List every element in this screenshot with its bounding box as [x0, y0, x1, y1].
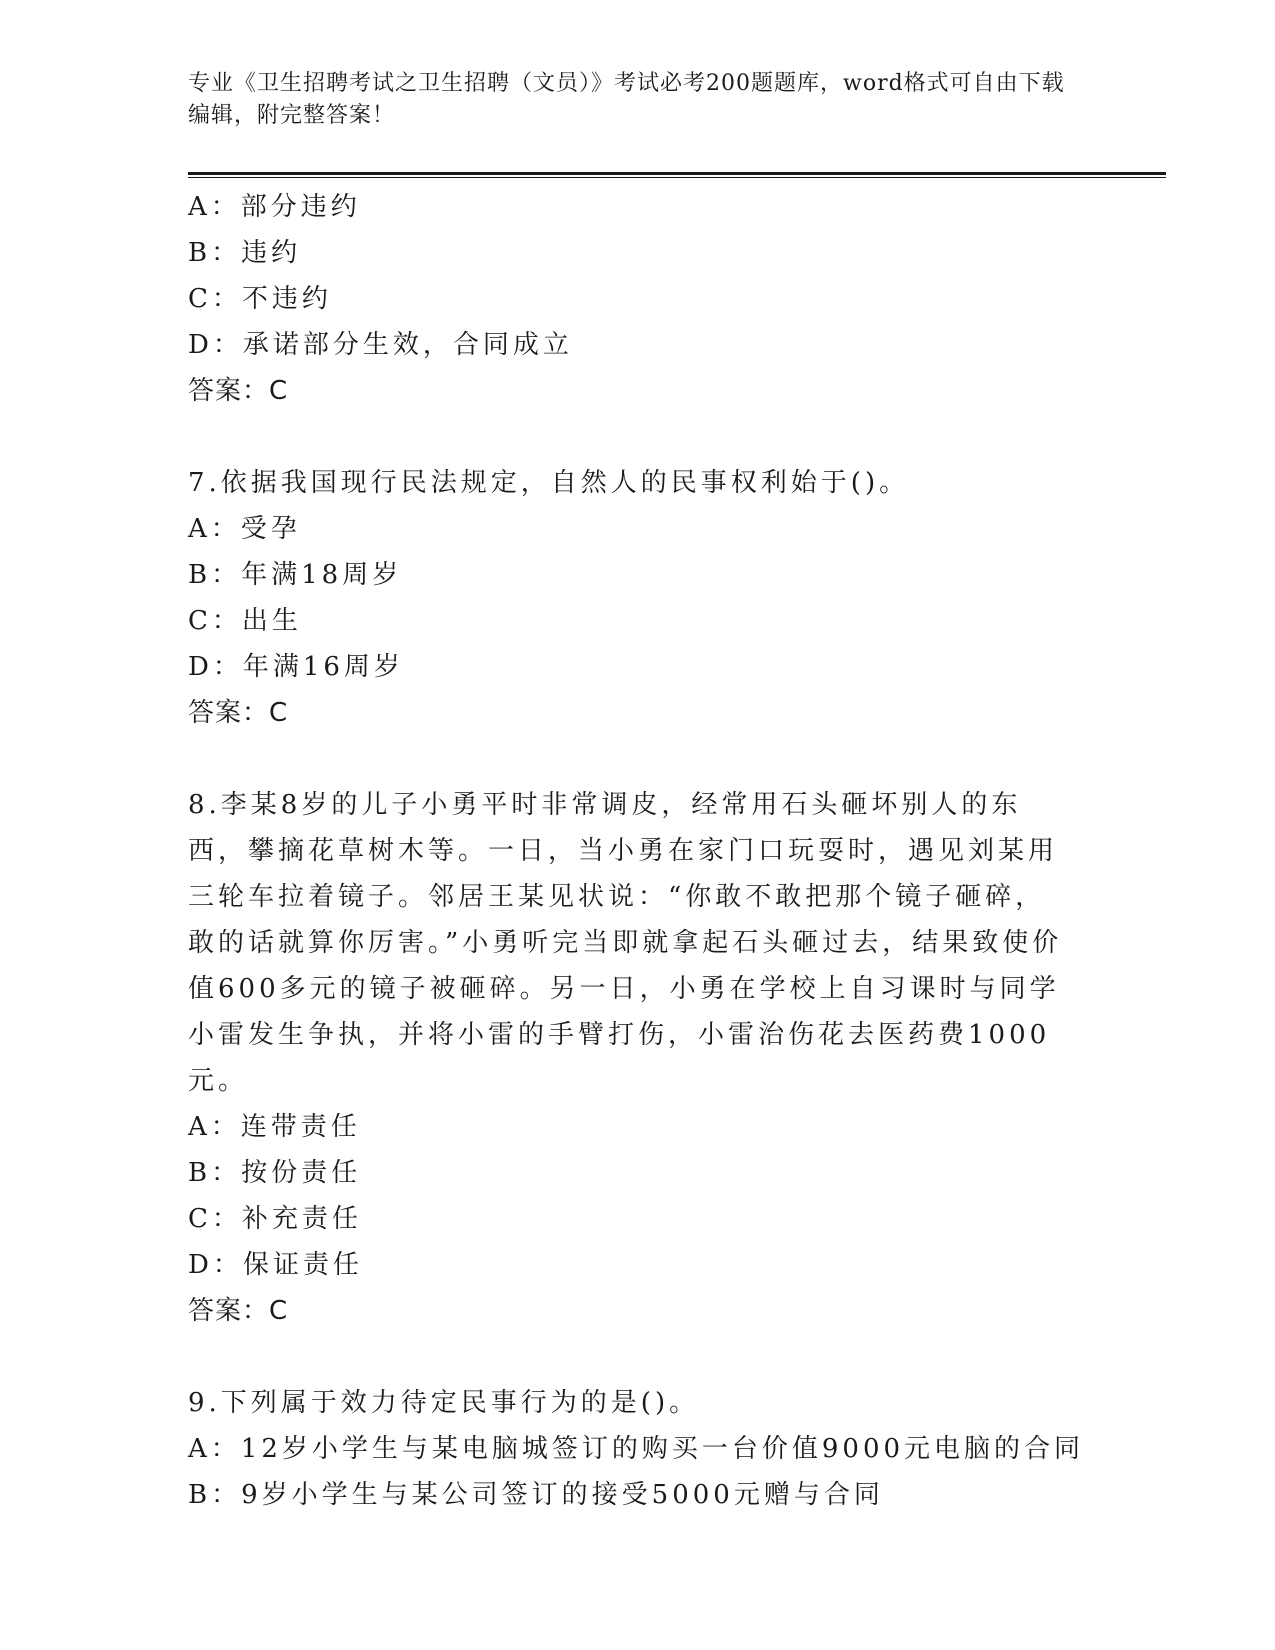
answer: 答案：C [188, 376, 289, 406]
answer: 答案：C [188, 1296, 289, 1326]
question-6-tail [188, 184, 1178, 414]
option-d: D：年满16周岁 [188, 652, 404, 682]
document-header: 专业《卫生招聘考试之卫生招聘（文员）》考试必考200题题库，word格式可自由下载编辑，附完整答案！ [188, 71, 1065, 128]
option-c: C：补充责任 [188, 1204, 362, 1234]
question-stem: 8.李某8岁的儿子小勇平时非常调皮，经常用石头砸坏别人的东西，攀摘花草树木等。一日，当小勇在家门口玩耍时，遇见刘某用三轮车拉着镜子。邻居王某见状说：“你敢不敢把那个镜子砸碎，敢的话就算你厉害。”小勇听完当即就拿起石头砸过去，结果致使价值600多元的镜子被砸碎。另一日，小勇在学校上自习课时与同学小雷发生争执，并将小雷的手臂打伤，小雷治伤花去医药费1000元。 [188, 790, 1063, 1096]
option-a: A：12岁小学生与某电脑城签订的购买一台价值9000元电脑的合同 [188, 1434, 1085, 1464]
question-7 [188, 460, 1178, 736]
option-b: B：按份责任 [188, 1158, 362, 1188]
option-d: D：保证责任 [188, 1250, 363, 1280]
option-c: C：不违约 [188, 284, 332, 314]
option-a: A：部分违约 [188, 192, 361, 222]
question-9 [188, 1380, 1178, 1518]
option-b: B：违约 [188, 238, 302, 268]
question-8 [188, 782, 1178, 1334]
document-page [188, 68, 1178, 1518]
header-rule [188, 172, 1166, 178]
option-a: A：受孕 [188, 514, 301, 544]
answer: 答案：C [188, 698, 289, 728]
question-stem: 7.依据我国现行民法规定，自然人的民事权利始于()。 [188, 468, 910, 498]
option-d: D：承诺部分生效，合同成立 [188, 330, 573, 360]
question-stem: 9.下列属于效力待定民事行为的是()。 [188, 1388, 700, 1418]
option-b: B：年满18周岁 [188, 560, 403, 590]
option-a: A：连带责任 [188, 1112, 361, 1142]
option-c: C：出生 [188, 606, 302, 636]
option-b: B：9岁小学生与某公司签订的接受5000元赠与合同 [188, 1480, 884, 1510]
